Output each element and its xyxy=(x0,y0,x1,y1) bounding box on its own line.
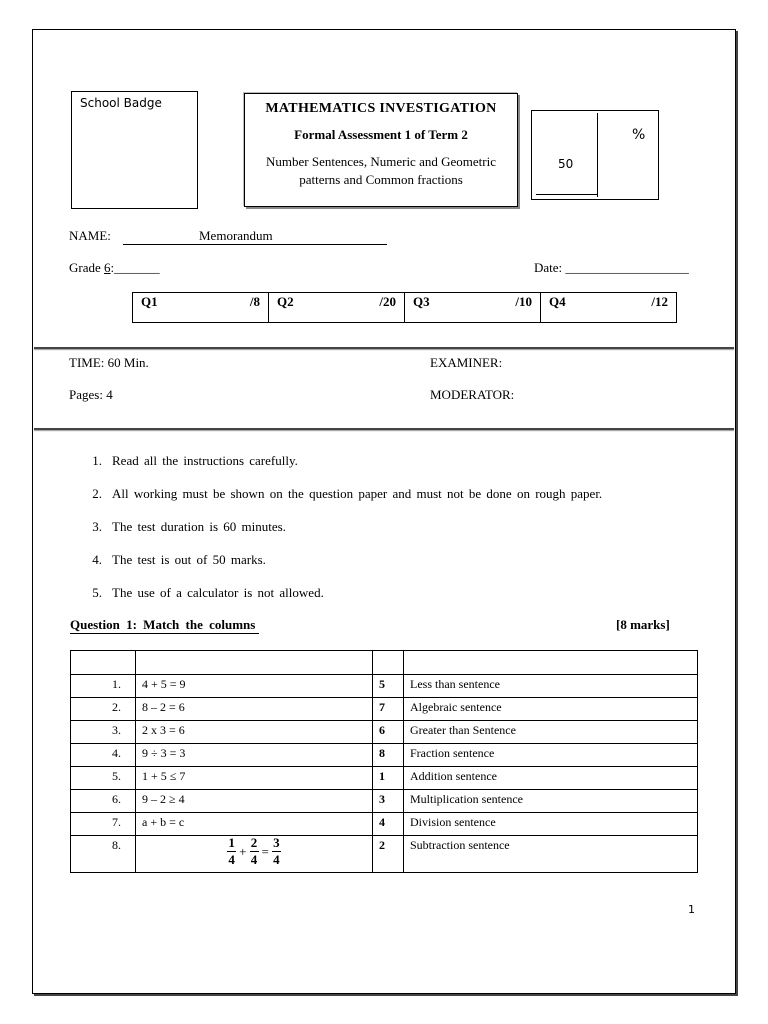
marks-cell-q2: Q2 /20 xyxy=(269,293,405,323)
grade-value: 6 xyxy=(104,260,111,275)
date-field: Date: ___________________ xyxy=(534,260,689,275)
table-row: 3. 2 x 3 = 6 6 Greater than Sentence xyxy=(71,721,698,744)
name-value: Memorandum xyxy=(199,228,273,243)
list-item: 3. The test duration is 60 minutes. xyxy=(92,519,286,534)
question-1-marks: [8 marks] xyxy=(616,617,670,632)
marks-cell-q1: Q1 /8 xyxy=(133,293,269,323)
score-underline xyxy=(536,194,598,195)
marks-summary-table xyxy=(132,292,677,323)
moderator-label: MODERATOR: xyxy=(430,387,515,402)
assessment-description: Number Sentences, Numeric and Geometric patterns and Common fractions xyxy=(266,154,496,187)
question-1-title: Question 1: Match the columns xyxy=(70,617,259,634)
fraction-one-quarter: $\frac{1}{4}$ xyxy=(228,835,235,867)
match-columns-table xyxy=(70,650,698,873)
table-row: 8. $\frac{1}{4}$ + $\frac{2}{4}$ = $\frac{3}{4}$ 2 Subtraction sentence xyxy=(71,836,698,873)
grade-label: Grade xyxy=(69,260,101,275)
list-item: 4. The test is out of 50 marks. xyxy=(92,552,266,567)
list-item: 5. The use of a calculator is not allowed. xyxy=(92,585,324,600)
table-header-row xyxy=(71,651,698,675)
score-total: 50 xyxy=(558,157,574,171)
grade-field xyxy=(69,260,160,276)
assessment-subtitle: Formal Assessment 1 of Term 2 xyxy=(294,127,468,142)
score-box xyxy=(531,110,659,200)
table-row: 4. 9 ÷ 3 = 3 8 Fraction sentence xyxy=(71,744,698,767)
time-label: TIME: 60 Min. xyxy=(69,355,149,370)
page-title: MATHEMATICS INVESTIGATION xyxy=(265,101,497,116)
score-percent-symbol: % xyxy=(632,127,646,143)
school-badge-box xyxy=(71,91,198,209)
fraction-three-quarters: $\frac{3}{4}$ xyxy=(273,835,280,867)
score-divider xyxy=(597,113,598,197)
table-row: 7. a + b = c 4 Division sentence xyxy=(71,813,698,836)
examiner-label: EXAMINER: xyxy=(430,355,503,370)
grade-blank: :_______ xyxy=(110,260,160,275)
list-item: 2. All working must be shown on the question paper and must not be done on rough paper. xyxy=(92,486,603,501)
table-row: 6. 9 – 2 ≥ 4 3 Multiplication sentence xyxy=(71,790,698,813)
page-number: 1 xyxy=(688,903,695,916)
fraction-sentence: $\frac{1}{4}$ + $\frac{2}{4}$ = $\frac{3}{4}$ xyxy=(228,835,280,867)
table-row: 5. 1 + 5 ≤ 7 1 Addition sentence xyxy=(71,767,698,790)
list-item: 1. Read all the instructions carefully. xyxy=(92,453,298,468)
divider-bottom xyxy=(34,428,734,430)
marks-cell-q4: Q4 /12 xyxy=(541,293,677,323)
fraction-two-quarters: $\frac{2}{4}$ xyxy=(250,835,258,867)
table-row: 1. 4 + 5 = 9 5 Less than sentence xyxy=(71,675,698,698)
instructions-list xyxy=(70,453,602,618)
table-row: 2. 8 – 2 = 6 7 Algebraic sentence xyxy=(71,698,698,721)
divider-top xyxy=(34,347,734,349)
school-badge-label: School Badge xyxy=(80,96,162,110)
title-box xyxy=(244,93,518,207)
marks-cell-q3: Q3 /10 xyxy=(405,293,541,323)
name-field[interactable] xyxy=(123,244,387,245)
name-label: NAME: xyxy=(69,228,111,243)
pages-label: Pages: 4 xyxy=(69,387,113,402)
